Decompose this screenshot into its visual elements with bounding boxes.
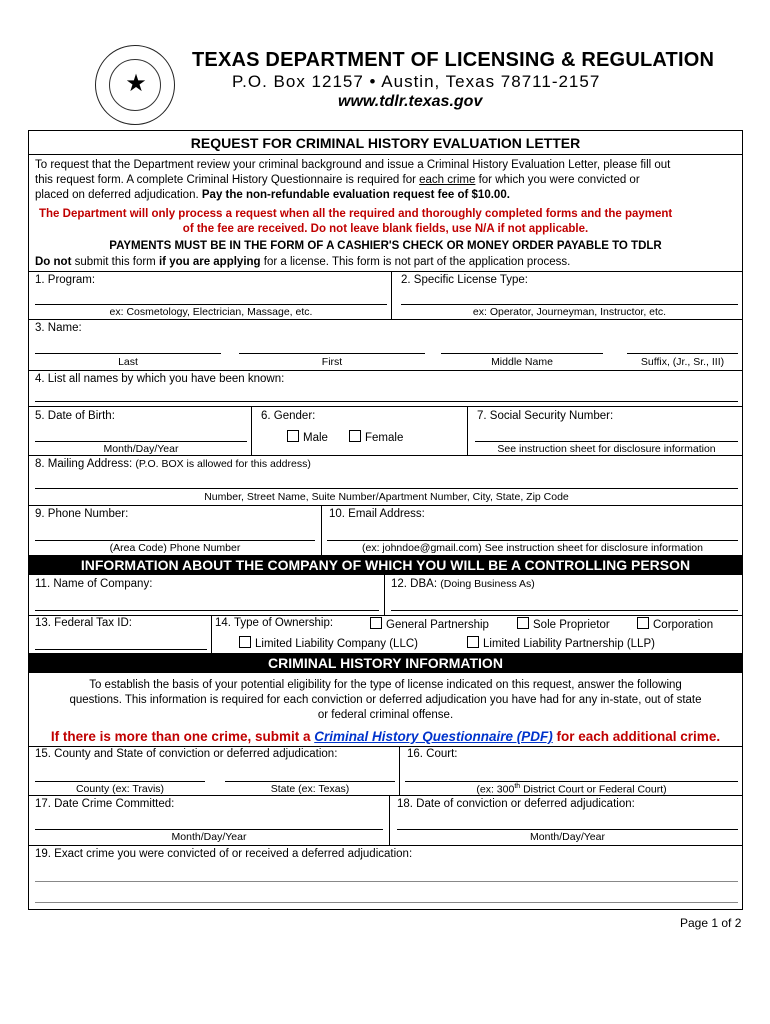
phone-caption: (Area Code) Phone Number xyxy=(109,542,241,554)
star-icon: ★ xyxy=(125,70,147,97)
divider xyxy=(389,795,390,845)
general-partnership-label: General Partnership xyxy=(386,619,489,631)
email-label: 10. Email Address: xyxy=(329,508,425,520)
divider xyxy=(399,746,400,795)
date-committed-input[interactable] xyxy=(35,829,383,830)
divider xyxy=(321,505,322,555)
suffix-caption: Suffix, (Jr., Sr., III) xyxy=(640,356,725,368)
divider xyxy=(29,505,742,506)
notice-text: If there is more than one crime, submit a xyxy=(50,729,315,744)
exact-crime-input-line-2[interactable] xyxy=(35,902,738,903)
form-title: REQUEST FOR CRIMINAL HISTORY EVALUATION LETTER xyxy=(29,131,742,155)
last-name-input[interactable] xyxy=(35,353,221,354)
divider xyxy=(29,746,742,747)
date-committed-caption: Month/Day/Year xyxy=(171,831,247,843)
exact-crime-input-line-1[interactable] xyxy=(35,881,738,882)
questionnaire-link[interactable]: Criminal History Questionnaire (PDF) xyxy=(314,729,553,744)
gender-female-option[interactable] xyxy=(349,430,403,444)
email-input[interactable] xyxy=(327,540,738,541)
ssn-label: 7. Social Security Number: xyxy=(477,410,614,422)
company-name-label: 11. Name of Company: xyxy=(35,578,153,590)
divider xyxy=(211,615,212,653)
phone-label: 9. Phone Number: xyxy=(35,508,129,520)
first-name-input[interactable] xyxy=(239,353,425,354)
intro-line-2 xyxy=(35,174,640,186)
notice-text: for each additional crime. xyxy=(552,729,721,744)
sole-proprietor-checkbox[interactable] xyxy=(517,617,529,629)
first-caption: First xyxy=(321,356,343,368)
ownership-sole-proprietor[interactable] xyxy=(517,617,610,631)
tax-id-label: 13. Federal Tax ID: xyxy=(35,617,132,629)
divider xyxy=(467,406,468,455)
date-conviction-caption: Month/Day/Year xyxy=(530,831,605,843)
tax-id-input[interactable] xyxy=(35,649,207,650)
criminal-intro-1: To establish the basis of your potential eligibility for the type of license indicated on this request, answer the following xyxy=(89,679,682,691)
each-crime-emphasis: each crime xyxy=(419,174,476,186)
ownership-general-partnership[interactable] xyxy=(370,617,489,631)
email-caption: (ex: johndoe@gmail.com) See instruction sheet for disclosure information xyxy=(362,542,703,554)
divider xyxy=(29,615,742,616)
multiple-crimes-notice xyxy=(29,729,742,744)
agency-name: TEXAS DEPARTMENT OF LICENSING & REGULATION xyxy=(192,49,715,71)
divider xyxy=(391,271,392,319)
program-caption: ex: Cosmetology, Electrician, Massage, etc. xyxy=(109,306,313,318)
applying-note xyxy=(35,256,570,268)
llp-label: Limited Liability Partnership (LLP) xyxy=(483,638,655,650)
agency-website[interactable]: www.tdlr.texas.gov xyxy=(338,93,483,110)
ownership-corporation[interactable] xyxy=(637,617,713,631)
program-label: 1. Program: xyxy=(35,274,96,286)
county-input[interactable] xyxy=(35,781,205,782)
intro-text: for which you were convicted or xyxy=(475,174,640,186)
fee-notice: Pay the non-refundable evaluation request fee of $10.00. xyxy=(201,189,510,201)
phone-input[interactable] xyxy=(35,540,315,541)
county-state-label: 15. County and State of conviction or deferred adjudication: xyxy=(35,748,338,760)
aliases-label: 4. List all names by which you have been known: xyxy=(35,373,285,385)
agency-address: P.O. Box 12157 • Austin, Texas 78711-2157 xyxy=(232,72,601,91)
note-text: for a license. This form is not part of the application process. xyxy=(260,256,571,268)
male-label: Male xyxy=(303,432,328,444)
gender-label: 6. Gender: xyxy=(261,410,316,422)
divider xyxy=(384,575,385,615)
note-bold: if you are applying xyxy=(158,256,261,268)
divider xyxy=(29,319,742,320)
exact-crime-label: 19. Exact crime you were convicted of or received a deferred adjudication: xyxy=(35,848,413,860)
county-caption: County (ex: Travis) xyxy=(75,783,165,795)
female-checkbox[interactable] xyxy=(349,430,361,442)
page-number: Page 1 of 2 xyxy=(680,916,742,930)
program-input[interactable] xyxy=(35,304,387,305)
intro-line-1: To request that the Department review your criminal background and issue a Criminal History Evaluation Letter, please fill out xyxy=(35,159,671,171)
warning-line-1: The Department will only process a request when all the required and thoroughly completed forms and the payment xyxy=(39,208,673,220)
state-input[interactable] xyxy=(225,781,395,782)
mailing-note: (P.O. BOX is allowed for this address) xyxy=(135,458,311,470)
date-committed-label: 17. Date Crime Committed: xyxy=(35,798,175,810)
ownership-label: 14. Type of Ownership: xyxy=(215,617,334,629)
note-bold: Do not xyxy=(35,256,72,268)
female-label: Female xyxy=(365,432,404,444)
intro-text: placed on deferred adjudication. xyxy=(35,189,202,201)
llp-checkbox[interactable] xyxy=(467,636,479,648)
court-caption xyxy=(405,783,738,796)
note-text: submit this form xyxy=(71,256,159,268)
divider xyxy=(29,845,742,846)
court-caption-text: District Court or Federal Court) xyxy=(520,783,667,796)
corporation-checkbox[interactable] xyxy=(637,617,649,629)
warning-line-2: of the fee are received. Do not leave blank fields, use N/A if not applicable. xyxy=(182,223,589,235)
mailing-label xyxy=(35,458,311,470)
intro-line-3 xyxy=(35,189,510,201)
last-caption: Last xyxy=(118,356,138,368)
court-caption-sup: th xyxy=(514,783,521,790)
agency-seal-icon xyxy=(95,45,175,125)
criminal-intro-3: or federal criminal offense. xyxy=(317,709,454,721)
criminal-section-heading: CRIMINAL HISTORY INFORMATION xyxy=(29,653,742,673)
court-input[interactable] xyxy=(405,781,738,782)
ownership-llp[interactable] xyxy=(467,636,655,650)
dba-input[interactable] xyxy=(391,610,738,611)
male-checkbox[interactable] xyxy=(287,430,299,442)
dob-label: 5. Date of Birth: xyxy=(35,410,115,422)
divider xyxy=(29,455,742,456)
mailing-caption: Number, Street Name, Suite Number/Apartment Number, City, State, Zip Code xyxy=(204,491,569,503)
divider xyxy=(29,406,742,407)
llc-label: Limited Liability Company (LLC) xyxy=(255,638,418,650)
aliases-input[interactable] xyxy=(35,401,738,402)
corporation-label: Corporation xyxy=(653,619,714,631)
date-conviction-label: 18. Date of conviction or deferred adjudication: xyxy=(397,798,635,810)
state-caption: State (ex: Texas) xyxy=(270,783,350,795)
court-label: 16. Court: xyxy=(407,748,458,760)
name-label: 3. Name: xyxy=(35,322,82,334)
suffix-input[interactable] xyxy=(627,353,738,354)
seal-inner-ring xyxy=(109,59,161,111)
general-partnership-checkbox[interactable] xyxy=(370,617,382,629)
ssn-input[interactable] xyxy=(475,441,738,442)
ownership-llc[interactable] xyxy=(239,636,418,650)
license-type-label: 2. Specific License Type: xyxy=(401,274,528,286)
form-container xyxy=(28,130,743,910)
dba-label-text: 12. DBA: xyxy=(391,578,438,590)
dob-input[interactable] xyxy=(35,441,247,442)
divider xyxy=(29,370,742,371)
llc-checkbox[interactable] xyxy=(239,636,251,648)
license-type-caption: ex: Operator, Journeyman, Instructor, etc. xyxy=(472,306,667,318)
payment-notice: PAYMENTS MUST BE IN THE FORM OF A CASHIER'S CHECK OR MONEY ORDER PAYABLE TO TDLR xyxy=(109,240,662,252)
intro-text: this request form. A complete Criminal History Questionnaire is required for xyxy=(35,174,420,186)
divider xyxy=(251,406,252,455)
company-name-input[interactable] xyxy=(35,610,379,611)
dba-note: (Doing Business As) xyxy=(440,578,535,590)
dba-label xyxy=(391,578,535,590)
divider xyxy=(29,271,742,272)
divider xyxy=(29,795,742,796)
dob-caption: Month/Day/Year xyxy=(103,443,179,455)
middle-name-input[interactable] xyxy=(441,353,603,354)
mailing-input[interactable] xyxy=(35,488,738,489)
middle-caption: Middle Name xyxy=(491,356,553,368)
ssn-caption: See instruction sheet for disclosure information xyxy=(497,443,716,455)
gender-male-option[interactable] xyxy=(287,430,328,444)
criminal-intro-2: questions. This information is required for each conviction or deferred adjudication you have had for any in-state, out of state xyxy=(69,694,702,706)
company-section-heading: INFORMATION ABOUT THE COMPANY OF WHICH YOU WILL BE A CONTROLLING PERSON xyxy=(29,555,742,575)
date-conviction-input[interactable] xyxy=(397,829,738,830)
court-caption-text: (ex: 300 xyxy=(476,783,515,796)
license-type-input[interactable] xyxy=(401,304,738,305)
sole-proprietor-label: Sole Proprietor xyxy=(533,619,610,631)
mailing-label-text: 8. Mailing Address: xyxy=(35,458,133,470)
